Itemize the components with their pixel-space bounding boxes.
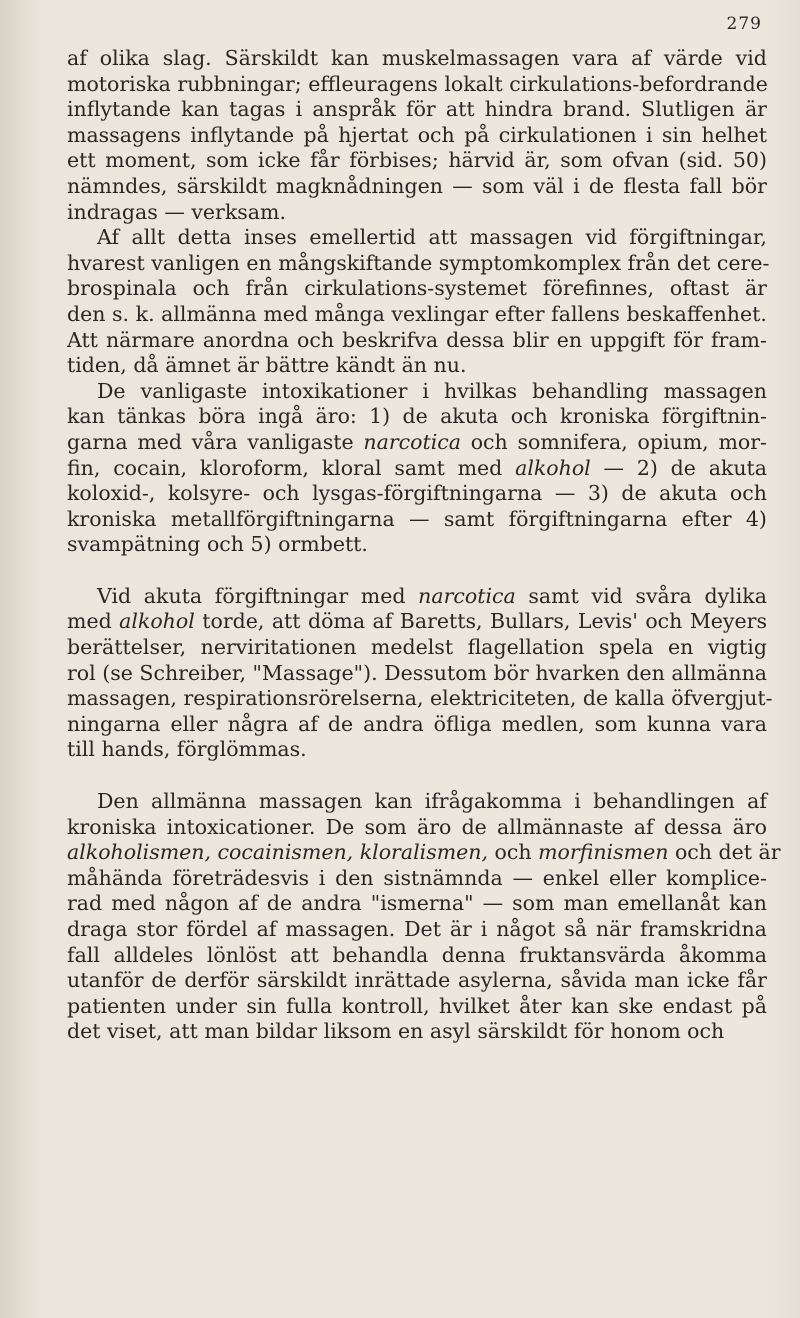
text-line: tiden, då ämnet är bättre kändt än nu. — [67, 353, 467, 378]
paragraph — [67, 46, 767, 225]
text-line: kan tänkas böra ingå äro: 1) de akuta och kroniska förgiftnin- — [67, 404, 767, 429]
text-line: nämndes, särskildt magknådningen — som väl i de flesta fall bör — [67, 173, 767, 198]
text-line: Den allmänna massagen kan ifrågakomma i behandlingen af — [97, 789, 767, 814]
paragraph — [67, 583, 773, 763]
text-line: De vanligaste intoxikationer i hvilkas behandling massagen — [97, 378, 767, 403]
paragraph-gap — [67, 558, 767, 584]
text-line: måhända företrädesvis i den sistnämnda — enkel eller komplice- — [67, 865, 767, 890]
text-line: Af allt detta inses emellertid att massagen vid förgiftningar, — [97, 225, 767, 250]
text-line: af olika slag. Särskildt kan muskelmassagen vara af värde vid — [67, 46, 767, 70]
text-line: fin, cocain, kloroform, kloral samt med alkohol — 2) de akuta — [67, 455, 767, 480]
text-line: draga stor fördel af massagen. Det är i något så när framskridna — [67, 917, 767, 941]
text-line: Vid akuta förgiftningar med narcotica samt vid svåra dylika — [97, 583, 767, 608]
text-line: massagen, respirationsrörelserna, elektriciteten, de kalla öfvergjut- — [67, 686, 773, 711]
text-line: kroniska intoxicationer. De som äro de allmännaste af dessa äro — [67, 814, 767, 839]
text-line: det viset, att man bildar liksom en asyl särskildt för honom och — [67, 1019, 725, 1044]
text-line: garna med våra vanligaste narcotica och somnifera, opium, mor- — [67, 429, 767, 454]
text-line: koloxid-, kolsyre- och lysgas-förgiftningarna — 3) de akuta och — [67, 481, 767, 506]
text-line: rad med någon af de andra "ismerna" — som man emellanåt kan — [67, 891, 767, 916]
text-line: alkoholismen, cocainismen, kloralismen, och morfinismen och det är — [67, 840, 781, 865]
page-number: 279 — [726, 14, 762, 34]
text-line: berättelser, nerviritationen medelst flagellation spela en vigtig — [67, 635, 767, 660]
text-line: den s. k. allmänna med många vexlingar efter fallens beskaffenhet. — [67, 301, 767, 326]
text-line: till hands, förglömmas. — [67, 737, 307, 762]
text-line: ett moment, som icke får förbises; härvid är, som ofvan (sid. 50) — [67, 148, 767, 173]
paragraph — [67, 225, 770, 379]
paragraph-gap — [67, 763, 767, 789]
text-line: inflytande kan tagas i anspråk för att hindra brand. Slutligen är — [67, 97, 767, 122]
text-line: indragas — verksam. — [67, 199, 286, 224]
text-line: motoriska rubbningar; effleuragens lokalt cirkulations-befordrande — [67, 71, 768, 96]
text-line: kroniska metallförgiftningarna — samt förgiftningarna efter 4) — [67, 506, 767, 531]
text-line: ningarna eller några af de andra öfliga medlen, som kunna vara — [67, 711, 767, 736]
text-line: utanför de derför särskildt inrättade asylerna, såvida man icke får — [67, 968, 767, 993]
text-line: patienten under sin fulla kontroll, hvilket åter kan ske endast på — [67, 993, 767, 1018]
text-line: svampätning och 5) ormbett. — [67, 532, 368, 557]
text-line: Att närmare anordna och beskrifva dessa blir en uppgift för fram- — [67, 327, 767, 352]
text-line: rol (se Schreiber, "Massage"). Dessutom bör hvarken den allmänna — [67, 660, 768, 685]
text-line: brospinala och från cirkulations-systemet förefinnes, oftast är — [67, 276, 767, 301]
text-line: hvarest vanligen en mångskiftande symptomkomplex från det cere- — [67, 250, 770, 275]
text-line: massagens inflytande på hjertat och på cirkulationen i sin helhet — [67, 122, 767, 147]
body-text — [67, 46, 781, 1045]
text-line: fall alldeles lönlöst att behandla denna fruktansvärda åkomma — [67, 942, 767, 967]
paragraph — [67, 379, 767, 558]
text-line: med alkohol torde, att döma af Baretts, Bullars, Levis' och Meyers — [67, 609, 767, 634]
paragraph — [67, 789, 781, 1045]
